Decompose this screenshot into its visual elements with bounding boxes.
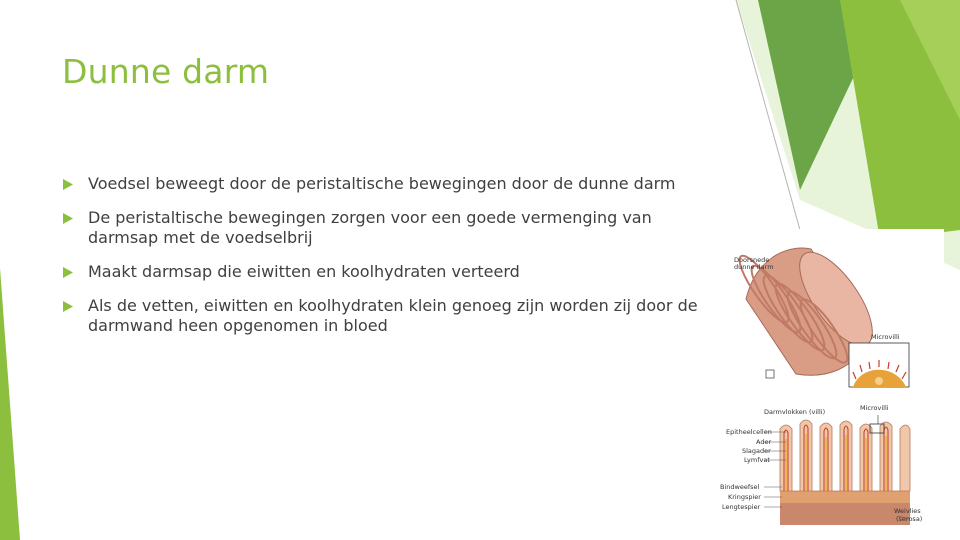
bullet-text: Maakt darmsap die eiwitten en koolhydraten verteerd: [88, 262, 520, 281]
label-dunne-darm: dunne darm: [734, 263, 774, 271]
label-weivlies: Weivlies: [894, 507, 921, 515]
slide-title: Dunne darm: [62, 52, 270, 91]
green-triangle-bullet-icon: [62, 213, 73, 224]
bullet-text: Als de vetten, eiwitten en koolhydraten klein genoeg zijn worden zij door de darmwand heen opgenomen in bloed: [88, 296, 698, 335]
label-doorsnede: Doorsnede: [734, 256, 770, 264]
label-serosa: (serosa): [896, 515, 923, 523]
label-epitheelcellen: Epitheelcellen: [726, 428, 772, 436]
label-ader: Ader: [756, 438, 772, 446]
label-darmvlokken: Darmvlokken (villi): [764, 408, 826, 416]
small-intestine-illustration: [716, 229, 944, 540]
bullet-item: [62, 262, 722, 282]
bullet-list: [62, 174, 722, 350]
label-kringspier: Kringspier: [728, 493, 761, 501]
label-lymfvat: Lymfvat: [744, 456, 770, 464]
green-triangle-bullet-icon: [62, 267, 73, 278]
label-lengtespier: Lengtespier: [722, 503, 761, 511]
green-triangle-bullet-icon: [62, 179, 73, 190]
bullet-item: [62, 208, 722, 248]
bullet-text: Voedsel beweegt door de peristaltische bewegingen door de dunne darm: [88, 174, 676, 193]
green-triangle-bullet-icon: [62, 301, 73, 312]
bullet-item: [62, 296, 722, 336]
left-accent-shape: [0, 268, 20, 540]
bullet-item: [62, 174, 722, 194]
bullet-text: De peristaltische bewegingen zorgen voor een goede vermenging van darmsap met de voedselbrij: [88, 208, 652, 247]
label-microvilli-top: Microvilli: [871, 333, 900, 341]
label-microvilli-mid: Microvilli: [860, 404, 889, 412]
villi-cross-section-drawing: [764, 415, 910, 525]
label-bindweefsel: Bindweefsel: [720, 483, 760, 491]
label-slagader: Slagader: [742, 447, 771, 455]
